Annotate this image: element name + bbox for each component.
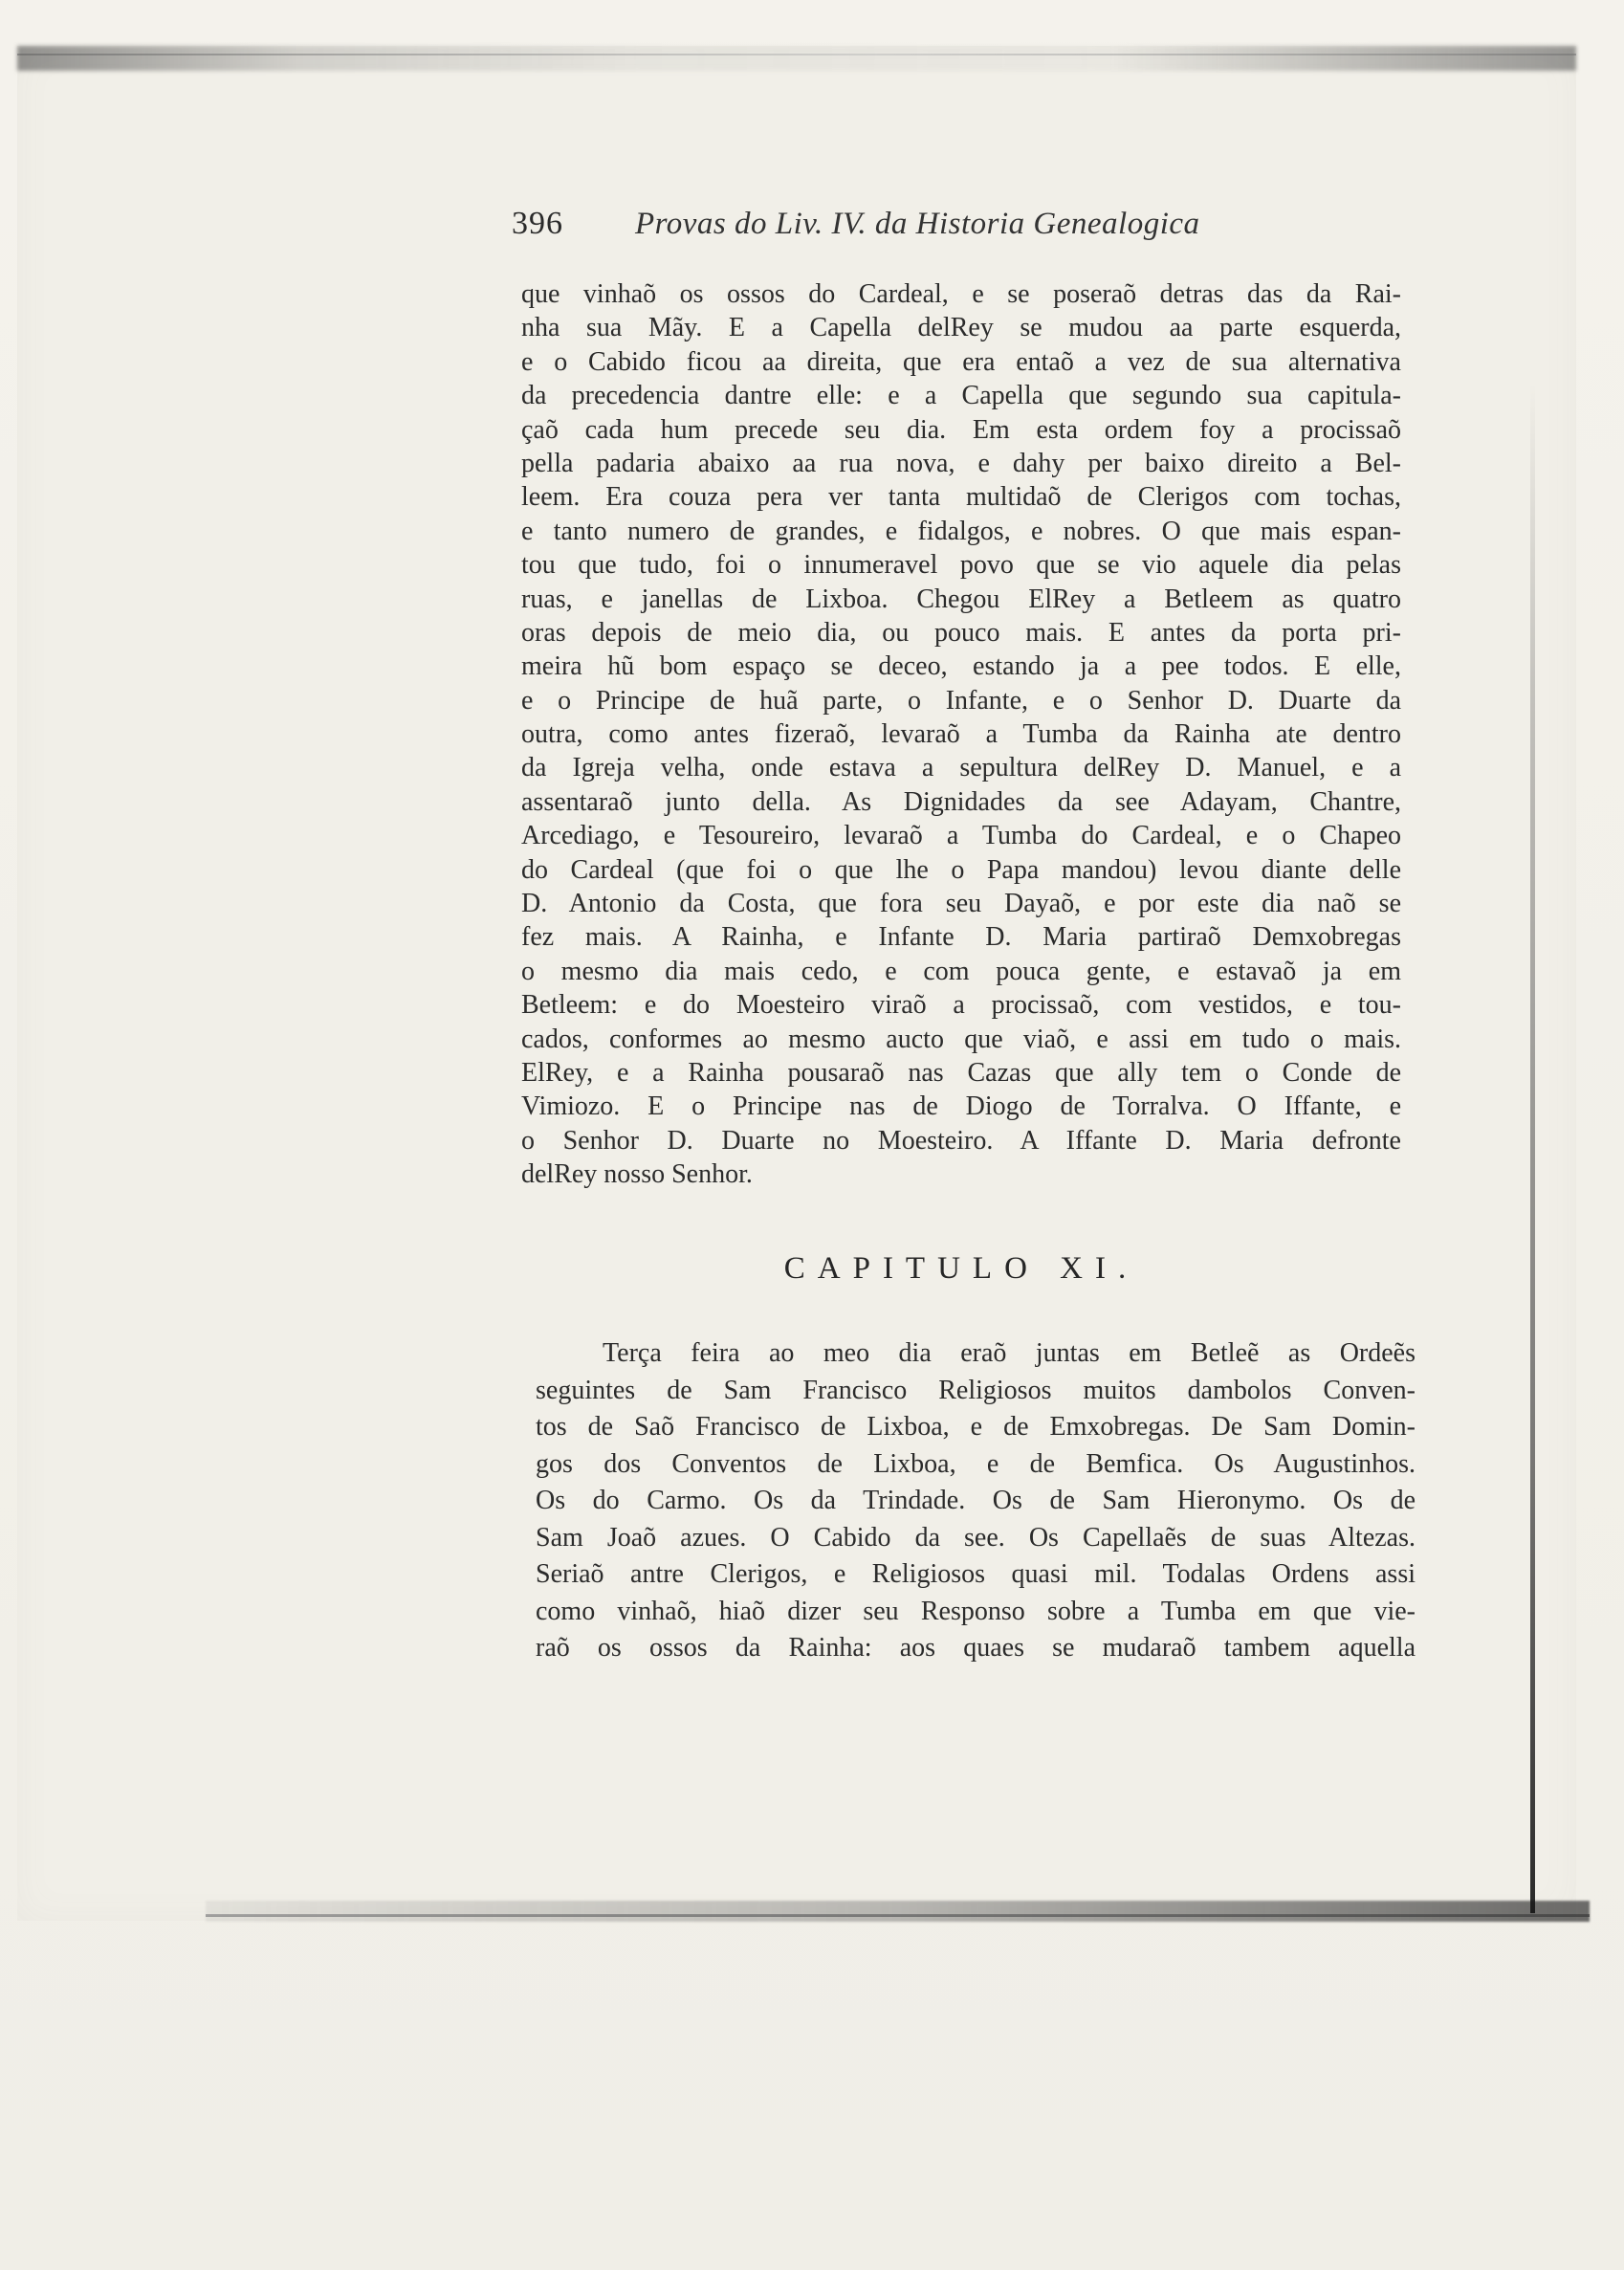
plate-top-edge-line <box>17 54 1576 55</box>
plate-right-edge-shadow <box>1530 383 1535 1913</box>
text-line: que vinhaõ os ossos do Cardeal, e se poseraõ detras das da Rai- <box>521 279 1401 309</box>
chapter-heading: CAPITULO XI. <box>783 1251 1139 1286</box>
text-line: raõ os ossos da Rainha: aos quaes se mudaraõ tambem aquella <box>536 1633 1416 1663</box>
text-line: e o Principe de huã parte, o Infante, e o Senhor D. Duarte da <box>521 685 1401 716</box>
plate-bottom-edge-line <box>206 1914 1590 1917</box>
text-line: Vimiozo. E o Principe nas de Diogo de Torralva. O Iffante, e <box>521 1091 1401 1122</box>
page-header <box>512 206 1277 253</box>
text-line: assentaraõ junto della. As Dignidades da see Adayam, Chantre, <box>521 786 1401 817</box>
text-line: delRey nosso Senhor. <box>521 1159 753 1190</box>
page-number: 396 <box>512 206 563 241</box>
text-line: Terça feira ao meo dia eraõ juntas em Betleẽ as Ordeẽs <box>603 1338 1416 1368</box>
text-line: do Cardeal (que foi o que lhe o Papa mandou) levou diante delle <box>521 854 1401 885</box>
text-line: pella padaria abaixo aa rua nova, e dahy per baixo direito a Bel- <box>521 448 1401 478</box>
text-line: Betleem: e do Moesteiro viraõ a procissaõ, com vestidos, e tou- <box>521 990 1401 1021</box>
text-line: o Senhor D. Duarte no Moesteiro. A Iffante D. Maria defronte <box>521 1125 1401 1156</box>
text-line: Sam Joaõ azues. O Cabido da see. Os Capellaẽs de suas Altezas. <box>536 1522 1416 1553</box>
text-line: da Igreja velha, onde estava a sepultura delRey D. Manuel, e a <box>521 753 1401 783</box>
text-line: ElRey, e a Rainha pousaraõ nas Cazas que ally tem o Conde de <box>521 1057 1401 1088</box>
text-line: cados, conformes ao mesmo aucto que viaõ, e assi em tudo o mais. <box>521 1024 1401 1054</box>
text-line: e o Cabido ficou aa direita, que era entaõ a vez de sua alternativa <box>521 346 1401 377</box>
text-line: como vinhaõ, hiaõ dizer seu Responso sobre a Tumba em que vie- <box>536 1596 1416 1626</box>
text-line: ruas, e janellas de Lixboa. Chegou ElRey a Betleem as quatro <box>521 584 1401 614</box>
text-line: fez mais. A Rainha, e Infante D. Maria partiraõ Demxobregas <box>521 922 1401 953</box>
text-line: seguintes de Sam Francisco Religiosos muitos dambolos Conven- <box>536 1375 1416 1405</box>
text-line: oras depois de meio dia, ou pouco mais. E antes da porta pri- <box>521 617 1401 648</box>
text-line: nha sua Mãy. E a Capella delRey se mudou aa parte esquerda, <box>521 313 1401 343</box>
body-paragraph-1 <box>521 277 1401 1192</box>
text-line: gos dos Conventos de Lixboa, e de Bemfica. Os Augustinhos. <box>536 1448 1416 1479</box>
text-line: Arcediago, e Tesoureiro, levaraõ a Tumba do Cardeal, e o Chapeo <box>521 821 1401 851</box>
body-paragraph-2 <box>536 1335 1416 1667</box>
plate-top-edge-shadow <box>17 46 1576 71</box>
text-line: tou que tudo, foi o innumeravel povo que se vio aquele dia pelas <box>521 550 1401 581</box>
text-line: meira hũ bom espaço se deceo, estando ja a pee todos. E elle, <box>521 651 1401 682</box>
text-line: o mesmo dia mais cedo, e com pouca gente, e estavaõ ja em <box>521 956 1401 986</box>
text-line: da precedencia dantre elle: e a Capella que segundo sua capitula- <box>521 381 1401 411</box>
text-line: çaõ cada hum precede seu dia. Em esta ordem foy a procissaõ <box>521 414 1401 445</box>
running-title: Provas do Liv. IV. da Historia Genealogica <box>635 207 1200 241</box>
text-line: leem. Era couza pera ver tanta multidaõ de Clerigos com tochas, <box>521 482 1401 513</box>
text-line: Seriaõ antre Clerigos, e Religiosos quasi mil. Todalas Ordens assi <box>536 1559 1416 1589</box>
text-line: tos de Saõ Francisco de Lixboa, e de Emxobregas. De Sam Domin- <box>536 1412 1416 1442</box>
text-line: e tanto numero de grandes, e fidalgos, e nobres. O que mais espan- <box>521 516 1401 546</box>
text-line: outra, como antes fizeraõ, levaraõ a Tumba da Rainha ate dentro <box>521 719 1401 750</box>
text-line: D. Antonio da Costa, que fora seu Dayaõ, e por este dia naõ se <box>521 889 1401 919</box>
text-line: Os do Carmo. Os da Trindade. Os de Sam Hieronymo. Os de <box>536 1486 1416 1515</box>
plate-bottom-edge-shadow <box>206 1901 1590 1922</box>
